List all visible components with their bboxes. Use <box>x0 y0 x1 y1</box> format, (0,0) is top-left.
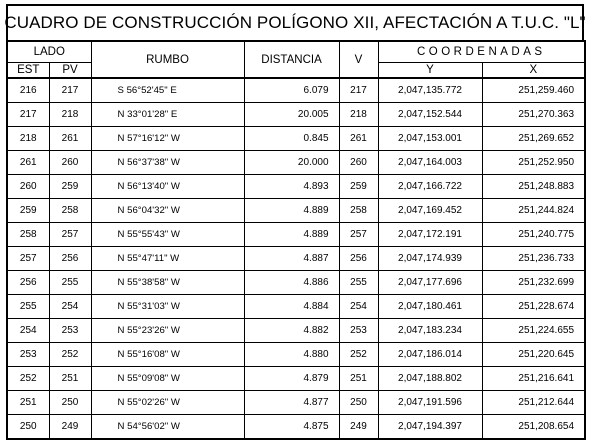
table-row <box>7 223 585 247</box>
table-row <box>7 247 585 271</box>
cell-distancia: 4.886 <box>244 271 339 295</box>
table-row <box>7 367 585 391</box>
cell-distancia: 20.000 <box>244 151 339 175</box>
cell-pv: 255 <box>49 271 91 295</box>
cell-distancia: 4.889 <box>244 223 339 247</box>
table-title: CUADRO DE CONSTRUCCIÓN POLÍGONO XII, AFECTACIÓN A T.U.C. "L" <box>6 4 584 40</box>
cell-est: 217 <box>7 103 49 127</box>
cell-y: 2,047,191.596 <box>378 391 482 415</box>
cell-pv: 217 <box>49 78 91 103</box>
cell-x: 251,208.654 <box>482 415 585 440</box>
cell-distancia: 4.884 <box>244 295 339 319</box>
cell-pv: 258 <box>49 199 91 223</box>
cell-est: 255 <box>7 295 49 319</box>
cell-v: 259 <box>339 175 378 199</box>
cell-x: 251,236.733 <box>482 247 585 271</box>
cell-x: 251,244.824 <box>482 199 585 223</box>
cell-pv: 254 <box>49 295 91 319</box>
cell-y: 2,047,183.234 <box>378 319 482 343</box>
table-row <box>7 271 585 295</box>
cell-v: 249 <box>339 415 378 440</box>
cell-rumbo: N 55°38'58" W <box>91 271 244 295</box>
table-row <box>7 199 585 223</box>
header-y: Y <box>378 63 482 79</box>
cell-pv: 257 <box>49 223 91 247</box>
cell-rumbo: N 55°02'26" W <box>91 391 244 415</box>
cell-pv: 260 <box>49 151 91 175</box>
cell-y: 2,047,169.452 <box>378 199 482 223</box>
cell-pv: 259 <box>49 175 91 199</box>
cell-rumbo: N 55°23'26" W <box>91 319 244 343</box>
cell-rumbo: N 55°55'43" W <box>91 223 244 247</box>
cell-y: 2,047,194.397 <box>378 415 482 440</box>
cell-v: 218 <box>339 103 378 127</box>
cell-est: 257 <box>7 247 49 271</box>
cell-rumbo: N 57°16'12" W <box>91 127 244 151</box>
cell-distancia: 4.877 <box>244 391 339 415</box>
cell-pv: 261 <box>49 127 91 151</box>
cell-distancia: 6.079 <box>244 78 339 103</box>
table-row <box>7 78 585 103</box>
table-body <box>7 78 585 439</box>
construction-table <box>6 40 586 440</box>
cell-x: 251,212.644 <box>482 391 585 415</box>
table-row <box>7 103 585 127</box>
cell-y: 2,047,174.939 <box>378 247 482 271</box>
cell-est: 253 <box>7 343 49 367</box>
cell-y: 2,047,188.802 <box>378 367 482 391</box>
cell-rumbo: N 56°37'38" W <box>91 151 244 175</box>
cell-y: 2,047,180.461 <box>378 295 482 319</box>
cell-x: 251,240.775 <box>482 223 585 247</box>
cell-v: 261 <box>339 127 378 151</box>
table-row <box>7 127 585 151</box>
cell-x: 251,269.652 <box>482 127 585 151</box>
header-pv: PV <box>49 63 91 79</box>
cell-y: 2,047,164.003 <box>378 151 482 175</box>
cell-distancia: 4.882 <box>244 319 339 343</box>
table-row <box>7 295 585 319</box>
cell-y: 2,047,186.014 <box>378 343 482 367</box>
cell-rumbo: N 56°04'32" W <box>91 199 244 223</box>
cell-x: 251,228.674 <box>482 295 585 319</box>
cell-est: 258 <box>7 223 49 247</box>
cell-x: 251,216.641 <box>482 367 585 391</box>
cell-pv: 250 <box>49 391 91 415</box>
table-row <box>7 391 585 415</box>
cell-rumbo: S 56°52'45" E <box>91 78 244 103</box>
cell-v: 258 <box>339 199 378 223</box>
header-x: X <box>482 63 585 79</box>
cell-est: 260 <box>7 175 49 199</box>
cell-distancia: 4.875 <box>244 415 339 440</box>
header-coordenadas: COORDENADAS <box>378 41 585 63</box>
cell-x: 251,220.645 <box>482 343 585 367</box>
cell-y: 2,047,152.544 <box>378 103 482 127</box>
cell-y: 2,047,166.722 <box>378 175 482 199</box>
cell-distancia: 4.880 <box>244 343 339 367</box>
cell-rumbo: N 56°13'40" W <box>91 175 244 199</box>
cell-est: 254 <box>7 319 49 343</box>
cell-rumbo: N 55°47'11" W <box>91 247 244 271</box>
cell-y: 2,047,177.696 <box>378 271 482 295</box>
cell-x: 251,270.363 <box>482 103 585 127</box>
cell-pv: 256 <box>49 247 91 271</box>
cell-est: 252 <box>7 367 49 391</box>
cell-rumbo: N 55°16'08" W <box>91 343 244 367</box>
cell-y: 2,047,153.001 <box>378 127 482 151</box>
cell-v: 253 <box>339 319 378 343</box>
construction-table-sheet <box>6 4 584 440</box>
cell-est: 259 <box>7 199 49 223</box>
cell-est: 216 <box>7 78 49 103</box>
cell-v: 256 <box>339 247 378 271</box>
cell-distancia: 4.887 <box>244 247 339 271</box>
header-rumbo: RUMBO <box>91 41 244 78</box>
cell-distancia: 4.879 <box>244 367 339 391</box>
cell-est: 250 <box>7 415 49 440</box>
cell-pv: 252 <box>49 343 91 367</box>
cell-pv: 253 <box>49 319 91 343</box>
cell-est: 218 <box>7 127 49 151</box>
cell-x: 251,259.460 <box>482 78 585 103</box>
cell-distancia: 20.005 <box>244 103 339 127</box>
table-row <box>7 151 585 175</box>
cell-pv: 218 <box>49 103 91 127</box>
header-lado: LADO <box>7 41 91 63</box>
cell-rumbo: N 55°31'03" W <box>91 295 244 319</box>
table-row <box>7 175 585 199</box>
cell-est: 251 <box>7 391 49 415</box>
header-distancia: DISTANCIA <box>244 41 339 78</box>
cell-distancia: 0.845 <box>244 127 339 151</box>
cell-pv: 251 <box>49 367 91 391</box>
cell-rumbo: N 55°09'08" W <box>91 367 244 391</box>
cell-v: 257 <box>339 223 378 247</box>
header-est: EST <box>7 63 49 79</box>
cell-v: 260 <box>339 151 378 175</box>
table-row <box>7 415 585 440</box>
cell-v: 254 <box>339 295 378 319</box>
table-row <box>7 319 585 343</box>
cell-y: 2,047,172.191 <box>378 223 482 247</box>
cell-est: 261 <box>7 151 49 175</box>
cell-v: 252 <box>339 343 378 367</box>
cell-pv: 249 <box>49 415 91 440</box>
cell-v: 251 <box>339 367 378 391</box>
cell-x: 251,248.883 <box>482 175 585 199</box>
cell-v: 255 <box>339 271 378 295</box>
cell-x: 251,232.699 <box>482 271 585 295</box>
cell-v: 217 <box>339 78 378 103</box>
cell-est: 256 <box>7 271 49 295</box>
cell-rumbo: N 54°56'02" W <box>91 415 244 440</box>
cell-x: 251,224.655 <box>482 319 585 343</box>
table-row <box>7 343 585 367</box>
cell-v: 250 <box>339 391 378 415</box>
cell-x: 251,252.950 <box>482 151 585 175</box>
cell-rumbo: N 33°01'28" E <box>91 103 244 127</box>
header-v: V <box>339 41 378 78</box>
cell-y: 2,047,135.772 <box>378 78 482 103</box>
cell-distancia: 4.893 <box>244 175 339 199</box>
cell-distancia: 4.889 <box>244 199 339 223</box>
